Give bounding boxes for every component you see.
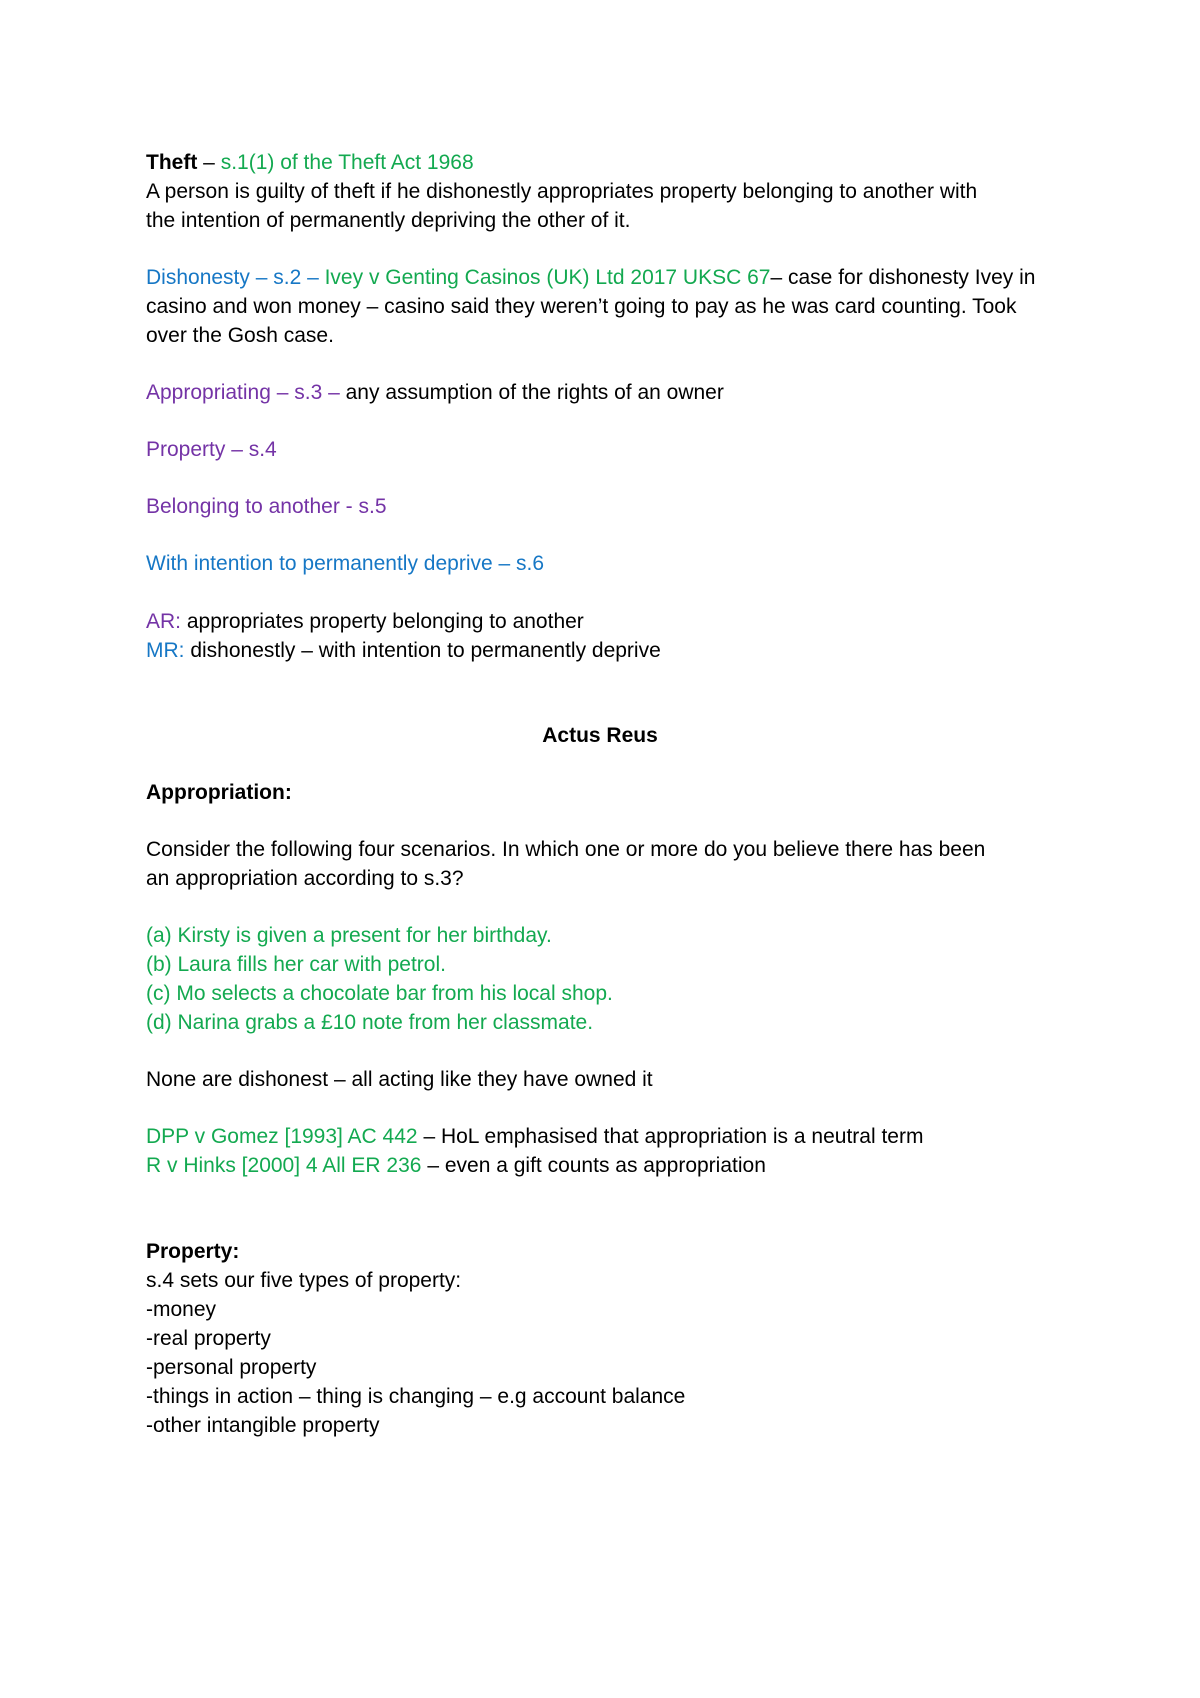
intention-heading: With intention to permanently deprive – s.6 xyxy=(146,552,545,575)
scenario-d: (d) Narina grabs a £10 note from her classmate. xyxy=(146,1011,594,1034)
property-type-real: -real property xyxy=(146,1327,271,1350)
property-section-heading: Property – s.4 xyxy=(146,438,277,461)
dishonesty-text: – case for dishonesty Ivey in xyxy=(770,266,1036,289)
ivey-case-citation: Ivey v Genting Casinos (UK) Ltd 2017 UKSC 67 xyxy=(324,266,771,289)
appropriating-label: Appropriating – s.3 – xyxy=(146,381,340,404)
scenario-b: (b) Laura fills her car with petrol. xyxy=(146,953,446,976)
gomez-case-line xyxy=(146,1122,1086,1151)
property-type-personal: -personal property xyxy=(146,1356,317,1379)
dishonesty-line-3: over the Gosh case. xyxy=(146,324,334,347)
hinks-case-text: – even a gift counts as appropriation xyxy=(421,1154,766,1177)
mr-text: dishonestly – with intention to permanently deprive xyxy=(184,639,661,662)
theft-definition-line-2: the intention of permanently depriving the other of it. xyxy=(146,209,631,232)
scenario-a: (a) Kirsty is given a present for her birthday. xyxy=(146,924,552,947)
dishonesty-line-1 xyxy=(146,263,1086,292)
dishonesty-line-2: casino and won money – casino said they weren’t going to pay as he was card counting. Took xyxy=(146,295,1017,318)
dishonesty-label: Dishonesty – s.2 – xyxy=(146,266,325,289)
question-line-2: an appropriation according to s.3? xyxy=(146,867,464,890)
property-type-money: -money xyxy=(146,1298,217,1321)
appropriating-text: any assumption of the rights of an owner xyxy=(339,381,724,404)
property-heading: Property: xyxy=(146,1240,240,1263)
appropriating-line xyxy=(146,378,1086,407)
theft-separator: – xyxy=(197,151,221,174)
scenario-c: (c) Mo selects a chocolate bar from his local shop. xyxy=(146,982,613,1005)
property-type-things-in-action: -things in action – thing is changing – e.g account balance xyxy=(146,1385,686,1408)
property-type-intangible: -other intangible property xyxy=(146,1414,380,1437)
ar-label: AR: xyxy=(146,610,182,633)
gomez-case-citation: DPP v Gomez [1993] AC 442 xyxy=(146,1125,418,1148)
actus-reus-title: Actus Reus xyxy=(542,724,658,747)
conclusion-text: None are dishonest – all acting like they have owned it xyxy=(146,1068,653,1091)
theft-heading xyxy=(146,148,1086,177)
property-intro: s.4 sets our five types of property: xyxy=(146,1269,462,1292)
mr-label: MR: xyxy=(146,639,185,662)
hinks-case-line xyxy=(146,1151,1086,1180)
gomez-case-text: – HoL emphasised that appropriation is a neutral term xyxy=(417,1125,924,1148)
theft-label: Theft xyxy=(146,151,198,174)
hinks-case-citation: R v Hinks [2000] 4 All ER 236 xyxy=(146,1154,422,1177)
theft-act-reference: s.1(1) of the Theft Act 1968 xyxy=(220,151,474,174)
question-line-1: Consider the following four scenarios. In which one or more do you believe there has been xyxy=(146,838,986,861)
appropriation-heading: Appropriation: xyxy=(146,781,292,804)
theft-definition-line-1: A person is guilty of theft if he dishonestly appropriates property belonging to another with xyxy=(146,180,978,203)
mens-rea-summary xyxy=(146,636,1086,665)
belonging-to-another-heading: Belonging to another - s.5 xyxy=(146,495,387,518)
actus-reus-summary xyxy=(146,607,1086,636)
ar-text: appropriates property belonging to another xyxy=(181,610,584,633)
